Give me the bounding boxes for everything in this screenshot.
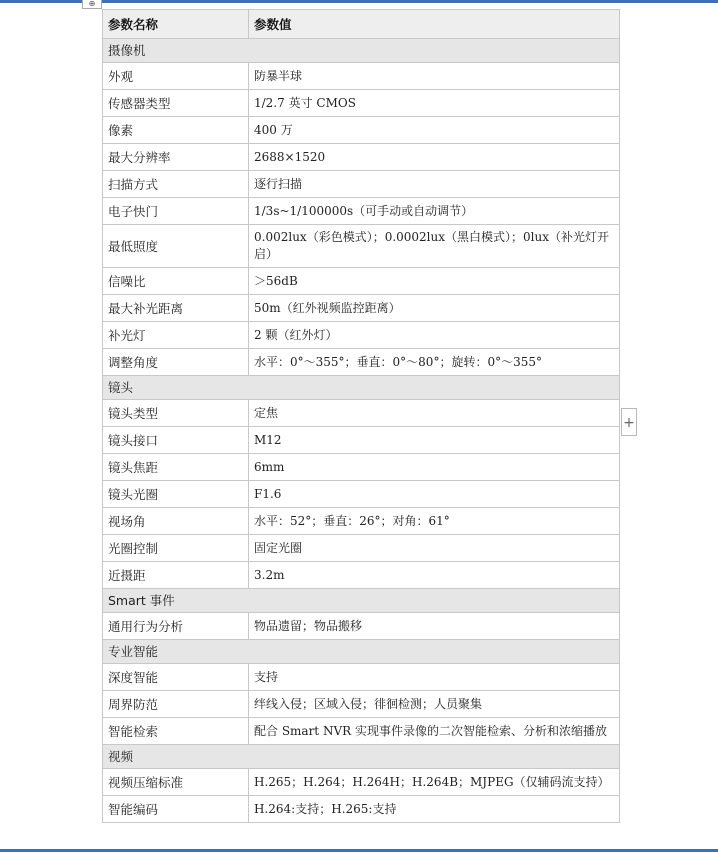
table-row [103, 664, 620, 691]
param-value-cell: 绊线入侵；区域入侵；徘徊检测；人员聚集 [249, 691, 620, 718]
param-value-cell: 6mm [249, 454, 620, 481]
table-row [103, 117, 620, 144]
table-row [103, 535, 620, 562]
table-row [103, 225, 620, 268]
param-name-cell: 视场角 [103, 508, 249, 535]
table-row [103, 400, 620, 427]
param-value-cell: 防暴半球 [249, 63, 620, 90]
param-value-cell: H.264:支持；H.265:支持 [249, 796, 620, 823]
section-row [103, 589, 620, 613]
param-value-cell: 水平：0°～355°；垂直：0°～80°；旋转：0°～355° [249, 349, 620, 376]
table-header-row [103, 10, 620, 39]
section-row [103, 39, 620, 63]
param-name-cell: 信噪比 [103, 268, 249, 295]
param-value-cell: 支持 [249, 664, 620, 691]
page-bottom-border [0, 849, 718, 852]
table-row [103, 90, 620, 117]
section-row [103, 745, 620, 769]
param-value-cell: 1/2.7 英寸 CMOS [249, 90, 620, 117]
param-name-cell: 镜头光圈 [103, 481, 249, 508]
table-row [103, 796, 620, 823]
table-row [103, 322, 620, 349]
table-row [103, 349, 620, 376]
param-name-cell: 调整角度 [103, 349, 249, 376]
param-value-cell: 3.2m [249, 562, 620, 589]
table-row [103, 427, 620, 454]
table-row [103, 508, 620, 535]
table-move-handle-icon[interactable]: ⊕ [82, 0, 102, 9]
param-value-cell: 逐行扫描 [249, 171, 620, 198]
section-title: 专业智能 [103, 640, 620, 664]
param-name-cell: 像素 [103, 117, 249, 144]
table-row [103, 691, 620, 718]
section-title: 视频 [103, 745, 620, 769]
param-name-cell: 最大补光距离 [103, 295, 249, 322]
param-name-cell: 扫描方式 [103, 171, 249, 198]
table-row [103, 454, 620, 481]
param-name-cell: 智能检索 [103, 718, 249, 745]
add-column-button[interactable]: + [621, 408, 637, 436]
table-row [103, 718, 620, 745]
table-row [103, 562, 620, 589]
param-name-cell: 电子快门 [103, 198, 249, 225]
table-row [103, 481, 620, 508]
table-row [103, 144, 620, 171]
table-row [103, 268, 620, 295]
param-value-cell: H.265；H.264；H.264H；H.264B；MJPEG（仅辅码流支持） [249, 769, 620, 796]
table-row [103, 769, 620, 796]
param-name-cell: 智能编码 [103, 796, 249, 823]
param-name-cell: 近摄距 [103, 562, 249, 589]
parameter-table-body [103, 10, 620, 823]
param-value-cell: M12 [249, 427, 620, 454]
param-name-cell: 镜头类型 [103, 400, 249, 427]
parameter-table [102, 9, 620, 823]
param-name-cell: 外观 [103, 63, 249, 90]
param-name-cell: 视频压缩标准 [103, 769, 249, 796]
param-name-cell: 通用行为分析 [103, 613, 249, 640]
section-title: 摄像机 [103, 39, 620, 63]
section-title: Smart 事件 [103, 589, 620, 613]
param-value-cell: 定焦 [249, 400, 620, 427]
table-row [103, 63, 620, 90]
section-row [103, 376, 620, 400]
param-value-cell: 400 万 [249, 117, 620, 144]
param-name-cell: 周界防范 [103, 691, 249, 718]
param-value-cell: F1.6 [249, 481, 620, 508]
table-row [103, 171, 620, 198]
param-name-cell: 光圈控制 [103, 535, 249, 562]
table-row [103, 295, 620, 322]
param-value-cell: 1/3s~1/100000s（可手动或自动调节） [249, 198, 620, 225]
param-name-cell: 镜头焦距 [103, 454, 249, 481]
param-value-cell: 配合 Smart NVR 实现事件录像的二次智能检索、分析和浓缩播放 [249, 718, 620, 745]
section-title: 镜头 [103, 376, 620, 400]
param-value-cell: 水平：52°；垂直：26°；对角：61° [249, 508, 620, 535]
param-value-cell: 0.002lux（彩色模式）；0.0002lux（黑白模式）；0lux（补光灯开启） [249, 225, 620, 268]
param-name-cell: 传感器类型 [103, 90, 249, 117]
param-value-cell: 50m（红外视频监控距离） [249, 295, 620, 322]
param-name-cell: 镜头接口 [103, 427, 249, 454]
param-name-cell: 最低照度 [103, 225, 249, 268]
page-top-border [0, 0, 718, 3]
param-value-cell: 2688×1520 [249, 144, 620, 171]
param-name-cell: 深度智能 [103, 664, 249, 691]
header-value-cell: 参数值 [249, 10, 620, 39]
table-row [103, 198, 620, 225]
param-value-cell: ＞56dB [249, 268, 620, 295]
header-name-cell: 参数名称 [103, 10, 249, 39]
param-value-cell: 固定光圈 [249, 535, 620, 562]
param-value-cell: 2 颗（红外灯） [249, 322, 620, 349]
section-row [103, 640, 620, 664]
table-row [103, 613, 620, 640]
param-name-cell: 补光灯 [103, 322, 249, 349]
param-value-cell: 物品遗留；物品搬移 [249, 613, 620, 640]
param-name-cell: 最大分辨率 [103, 144, 249, 171]
